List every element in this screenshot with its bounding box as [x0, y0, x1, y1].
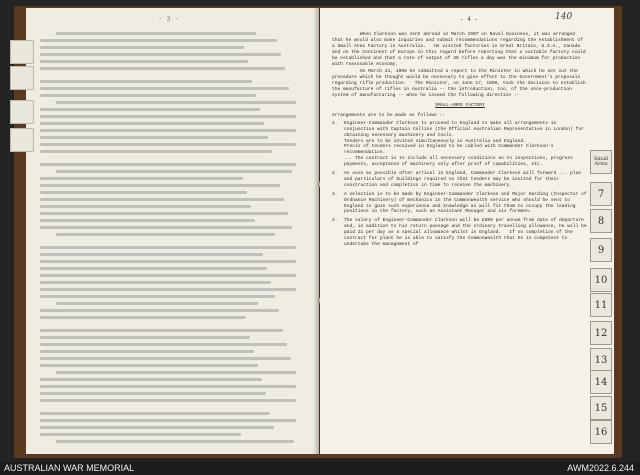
faint-text-line — [40, 60, 248, 63]
faint-text-line — [40, 191, 247, 194]
paragraph: When Clarkson was sent abroad in March 1907 on Naval business, it was arranged that he would also make inquiries and submit recommendations regarding the establishment of a Small Arms Factory in Australia. He visited factories in Great Britain, U.S.A., Canada and on the Continent of Europe in this regard before reporting that a suitable factory could be established and that a rate of output of 30 rifles a day was the minimum for production with reasonable economy. — [332, 32, 589, 67]
index-tab[interactable] — [10, 100, 34, 124]
faint-text-line — [40, 94, 256, 97]
faint-text-line — [40, 433, 241, 436]
page-number: - 4 - — [460, 16, 479, 23]
index-tab-11[interactable]: 11 — [590, 293, 612, 317]
faint-text-line — [40, 316, 246, 319]
item-number: 4. — [332, 218, 338, 224]
faint-text-line — [40, 336, 250, 339]
faint-text-line — [40, 426, 274, 429]
index-tab-15[interactable]: 15 — [590, 396, 612, 420]
faint-text-line — [40, 39, 277, 42]
faint-text-line — [40, 329, 283, 332]
list-item — [332, 192, 588, 216]
item-number: 3. — [332, 191, 338, 197]
item-text: Engineer-Commander Clarkson to proceed to England to make all arrangements in conjunction with Captain Collins (the Official Australian Representative in London) for obtaining necessary machinery and tools. Tenders are to be invited simultaneously in Australia and England. Precis of tenders received in England to be cabled with Commander Clarkson's recommendation. ... The contract is to include all necessary conditions as to inspections, progress payments, acceptance of machinery only after proof of capabilities, etc. — [344, 120, 584, 168]
faint-text-line — [40, 177, 243, 180]
faint-text-line — [40, 198, 284, 201]
faint-text-line — [40, 205, 251, 208]
index-tab-13[interactable]: 13 — [590, 348, 612, 372]
index-tab-16[interactable]: 16 — [590, 420, 612, 444]
list-item — [332, 218, 588, 248]
faint-text-line — [40, 281, 271, 284]
left-page-number: - 3 - — [158, 16, 180, 24]
item-text: The salary of Engineer-Commander Clarkson will be £600 per annum from date of departure and, in addition to his return passage and the ordinary travelling allowance, he will be paid 21 per day as a special allowance whilst in England. If on completion of the contract for plant he is able to satisfy the Commonwealth that he is competent to undertake the management of — [344, 218, 590, 247]
faint-text-line — [40, 309, 279, 312]
faint-text-line — [40, 136, 268, 139]
faint-text-line — [40, 212, 288, 215]
item-number: 2. — [332, 171, 338, 177]
index-tab-8[interactable]: 8 — [590, 209, 612, 233]
footer-bar — [0, 462, 640, 475]
faint-text-line — [40, 260, 296, 263]
faint-text-line — [40, 53, 281, 56]
faint-text-line — [40, 87, 289, 90]
faint-text-line — [56, 302, 258, 305]
faint-text-line — [40, 219, 255, 222]
index-tab[interactable] — [10, 128, 34, 152]
arrangements-intro: Arrangements are to be made as follows :- — [332, 112, 446, 118]
index-tab-10[interactable]: 10 — [590, 268, 612, 292]
faint-text-line — [40, 143, 296, 146]
faint-text-line — [40, 378, 262, 381]
list-item — [332, 171, 588, 189]
faint-text-line — [40, 150, 272, 153]
faint-text-line — [40, 412, 270, 415]
faint-text-line — [40, 115, 296, 118]
index-tab[interactable] — [10, 40, 34, 64]
index-tab-9[interactable]: 9 — [590, 238, 612, 262]
index-tab-small-arms[interactable]: Small Arms — [590, 150, 612, 174]
faint-text-line — [56, 32, 256, 35]
faint-text-line — [40, 267, 267, 270]
index-tab-14[interactable]: 14 — [590, 370, 612, 394]
faint-text-line — [40, 163, 296, 166]
faint-text-line — [40, 253, 263, 256]
faint-text-line — [40, 295, 275, 298]
left-page — [26, 8, 319, 454]
item-number: 1. — [332, 120, 338, 126]
section-title: SMALL-ARMS FACTORY — [435, 102, 485, 108]
faint-text-line — [40, 46, 244, 49]
footer-reference: AWM2022.6.244 — [567, 463, 634, 473]
index-tab-7[interactable]: 7 — [590, 182, 612, 206]
faint-text-line — [56, 371, 296, 374]
item-text: A selection is to be made by Engineer-Commander Clarkson and Major Harding (Inspector of Ordnance Machinery) of mechanics in the Commonwealth service who should be sent to England to gain such experience and knowledge as will fit them to occupy the leading positions in the factory, such as Assistant Manager and six foremen. — [344, 191, 590, 215]
list-item — [332, 121, 588, 168]
faint-text-line — [56, 233, 275, 236]
faint-text-line — [56, 440, 294, 443]
faint-text-line — [40, 399, 296, 402]
handwritten-folio-number: 140 — [555, 12, 573, 22]
faint-text-line — [40, 419, 296, 422]
faint-text-line — [56, 101, 296, 104]
faint-text-line — [40, 343, 287, 346]
right-page — [320, 8, 614, 454]
faint-text-line — [40, 67, 285, 70]
faint-text-line — [40, 357, 291, 360]
faint-text-line — [40, 392, 266, 395]
index-tab-12[interactable]: 12 — [590, 321, 612, 345]
faint-text-line — [40, 184, 280, 187]
faint-text-line — [40, 288, 296, 291]
footer-institution: AUSTRALIAN WAR MEMORIAL — [4, 463, 135, 473]
faint-text-line — [40, 274, 296, 277]
faint-text-line — [40, 350, 254, 353]
paragraph: On March 31, 1908 he submitted a report to the Minister in which he set out the procedure which he thought would be necessary to give effect to the Government's proposals regarding rifle production. The Minister, on June 17, 1908, took the decision to establish the manufacture of rifles in Australia -- the introduction, too, of the once-production system of manufacturing -- when he issued the following direction :- — [332, 69, 589, 99]
document-body — [332, 32, 588, 248]
faint-text-line — [56, 170, 292, 173]
faint-text-line — [40, 246, 296, 249]
index-tab[interactable] — [10, 66, 34, 90]
faint-text-line — [40, 122, 264, 125]
faint-text-line — [40, 385, 296, 388]
faint-text-line — [40, 129, 296, 132]
faint-text-line — [40, 364, 258, 367]
faint-text-line — [40, 226, 292, 229]
faint-text-line — [40, 80, 252, 83]
item-text: As soon as possible after arrival in England, Commander Clarkson will forward ... plan and particulars of buildings required so that tenders may be invited for their construction and completion in time to receive the machinery. — [344, 171, 584, 188]
faint-text-line — [40, 108, 260, 111]
